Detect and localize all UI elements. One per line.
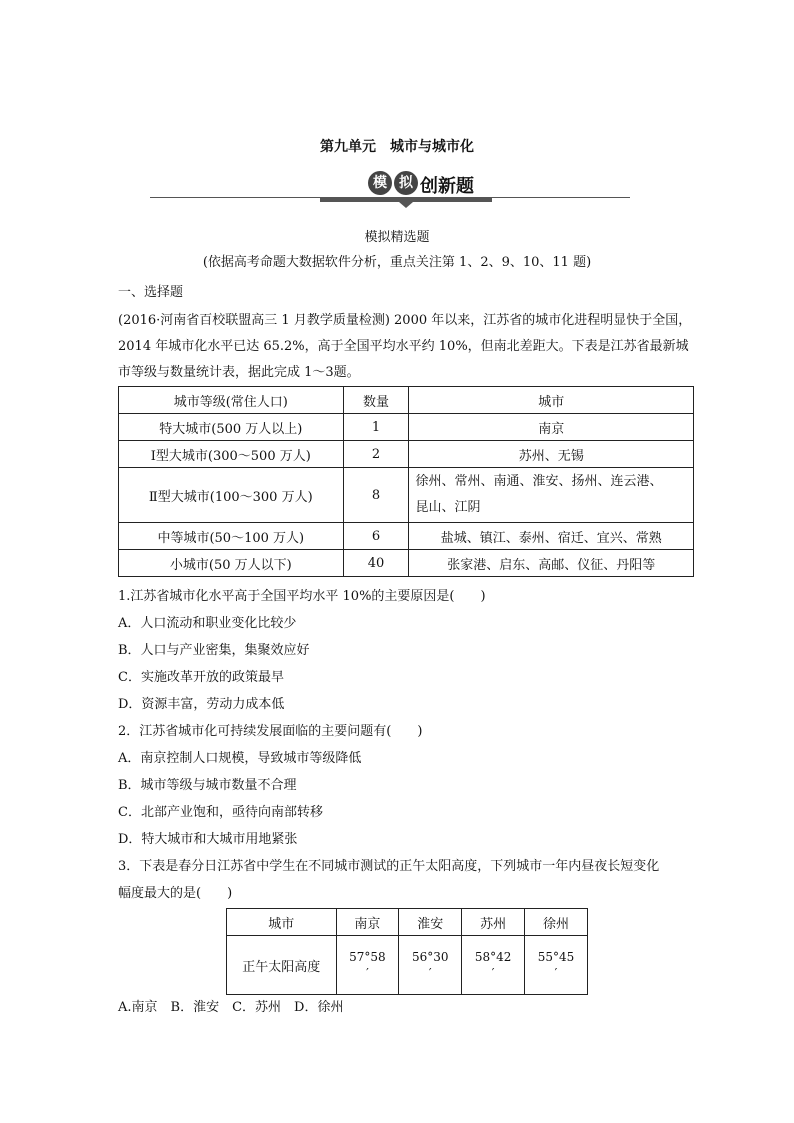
cities-cell: 苏州、无锡 — [409, 441, 694, 468]
table-header-cell: 南京 — [336, 909, 399, 936]
altitude-degrees: 55°45 — [537, 950, 575, 964]
intro-line-3: 市等级与数量统计表，据此完成 1～3题。 — [118, 365, 360, 380]
altitude-cell — [399, 936, 462, 995]
cities-cell — [409, 468, 694, 523]
question-2-option-d: D．特大城市和大城市用地紧张 — [118, 832, 298, 847]
table-header-cell: 城市 — [409, 387, 694, 414]
altitude-degrees: 56°30 — [412, 950, 449, 964]
count-cell: 6 — [343, 523, 409, 550]
table-header-cell: 徐州 — [525, 909, 588, 936]
question-3-stem-line-1: 3．下表是春分日江苏省中学生在不同城市测试的正午太阳高度，下列城市一年内昼夜长短变化 — [118, 859, 660, 874]
table-header-cell: 苏州 — [462, 909, 525, 936]
table-row — [119, 414, 694, 441]
grade-cell: 中等城市(50～100 万人) — [119, 523, 344, 550]
section-title: 模拟精选题 — [364, 230, 430, 245]
part-heading: 一、选择题 — [118, 285, 184, 300]
table-row — [119, 441, 694, 468]
altitude-minute-mark: ′ — [554, 966, 558, 980]
altitude-cell — [525, 936, 588, 995]
row-label-cell: 正午太阳高度 — [227, 936, 337, 995]
banner-pointer-icon — [399, 202, 413, 208]
table-row — [119, 523, 694, 550]
grade-cell: Ⅰ型大城市(300～500 万人) — [119, 441, 344, 468]
question-1-option-b: B．人口与产业密集，集聚效应好 — [118, 643, 310, 658]
banner — [0, 167, 794, 207]
question-1-stem: 1.江苏省城市化水平高于全国平均水平 10%的主要原因是( ) — [118, 589, 486, 604]
cities-cell: 盐城、镇江、泰州、宿迁、宜兴、常熟 — [409, 523, 694, 550]
table-header-cell: 淮安 — [399, 909, 462, 936]
question-2-option-b: B．城市等级与城市数量不合理 — [118, 778, 297, 793]
question-3-options: A.南京 B．淮安 C．苏州 D．徐州 — [118, 1000, 344, 1015]
question-2-stem: 2．江苏省城市化可持续发展面临的主要问题有( ) — [118, 724, 423, 739]
question-2-option-c: C．北部产业饱和，亟待向南部转移 — [118, 805, 323, 820]
table-header-row — [227, 909, 588, 936]
grade-cell: 小城市(50 万人以下) — [119, 550, 344, 577]
altitude-degrees: 57°58 — [349, 950, 386, 964]
table-row — [119, 550, 694, 577]
banner-badge-mo: 模 — [368, 171, 392, 195]
sun-altitude-table — [226, 908, 588, 995]
count-cell: 40 — [343, 550, 409, 577]
altitude-degrees: 58°42 — [474, 950, 512, 964]
altitude-minute-mark: ′ — [428, 966, 432, 980]
section-note: (依据高考命题大数据软件分析，重点关注第 1、2、9、10、11 题) — [202, 255, 592, 270]
grade-cell: 特大城市(500 万人以上) — [119, 414, 344, 441]
cities-line: 昆山、江阴 — [415, 500, 481, 515]
intro-line-2: 2014 年城市化水平已达 65.2%，高于全国平均水平约 10%，但南北差距大。下表是江苏省最新城 — [118, 339, 689, 354]
unit-title: 第九单元 城市与城市化 — [320, 139, 474, 155]
count-cell: 8 — [343, 468, 409, 523]
question-1-option-c: C．实施改革开放的政策最早 — [118, 670, 284, 685]
table-row — [227, 936, 588, 995]
grade-cell: Ⅱ型大城市(100～300 万人) — [119, 468, 344, 523]
altitude-minute-mark: ′ — [491, 966, 495, 980]
count-cell: 1 — [343, 414, 409, 441]
question-1-option-a: A．人口流动和职业变化比较少 — [118, 616, 297, 631]
table-header-cell: 城市 — [227, 909, 337, 936]
question-3-stem-line-2: 幅度最大的是( ) — [118, 886, 233, 901]
question-2-option-a: A．南京控制人口规模，导致城市等级降低 — [118, 751, 362, 766]
question-1-option-d: D．资源丰富，劳动力成本低 — [118, 697, 285, 712]
table-row — [119, 468, 694, 523]
cities-cell: 南京 — [409, 414, 694, 441]
intro-line-1: (2016·河南省百校联盟高三 1 月教学质量检测) 2000 年以来，江苏省的城市化进程明显快于全国， — [118, 313, 692, 328]
banner-badge-ni: 拟 — [394, 171, 418, 195]
altitude-cell — [336, 936, 399, 995]
cities-cell: 张家港、启东、高邮、仪征、丹阳等 — [409, 550, 694, 577]
cities-line: 徐州、常州、南通、淮安、扬州、连云港、 — [415, 474, 663, 489]
table-header-cell: 城市等级(常住人口) — [119, 387, 344, 414]
table-header-row — [119, 387, 694, 414]
count-cell: 2 — [343, 441, 409, 468]
table-header-cell: 数量 — [343, 387, 409, 414]
altitude-minute-mark: ′ — [366, 966, 369, 980]
altitude-cell — [462, 936, 525, 995]
banner-text: 创新题 — [420, 176, 474, 197]
city-grade-table — [118, 386, 694, 577]
